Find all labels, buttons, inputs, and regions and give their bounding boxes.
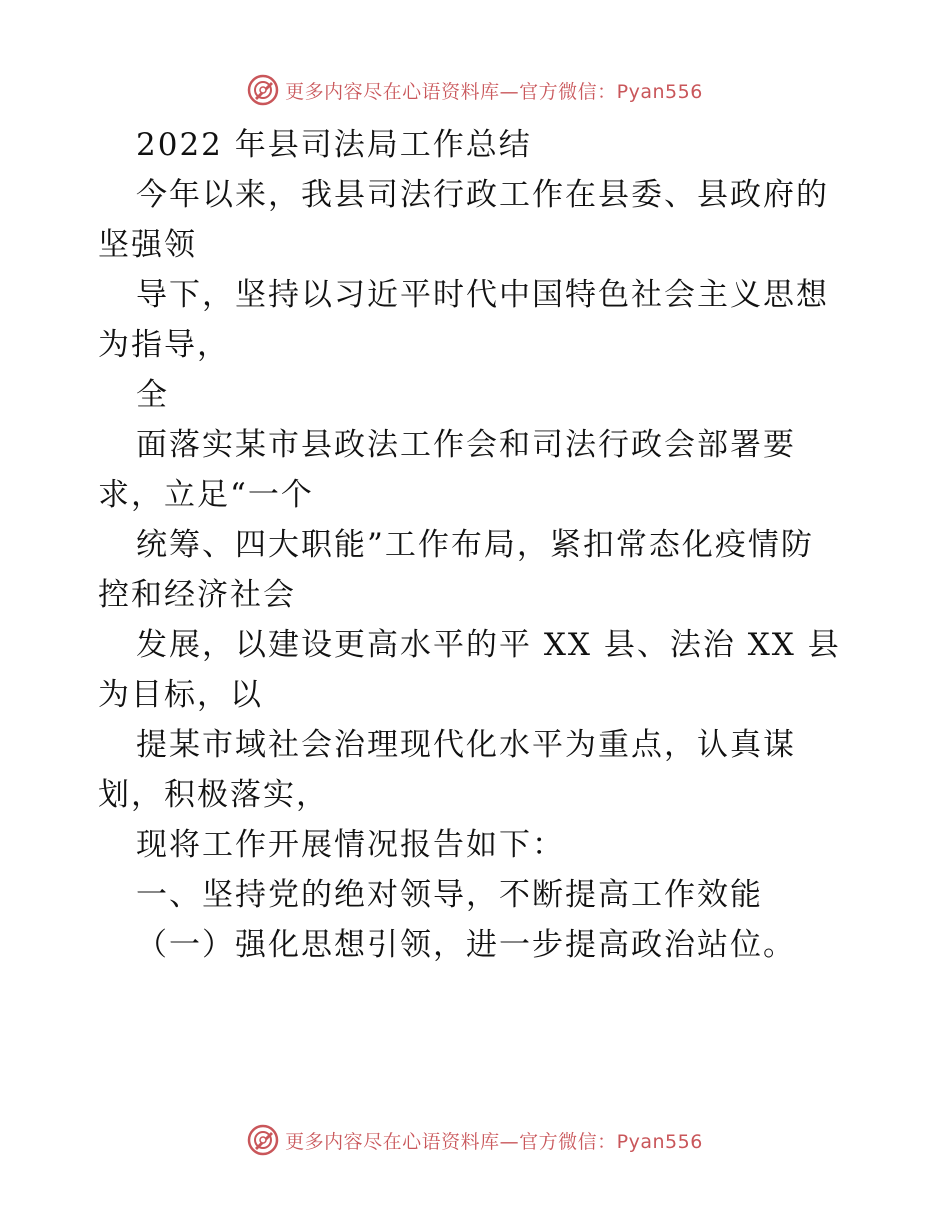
quill-logo-icon: [247, 1124, 279, 1156]
text-line: 导下，坚持以习近平时代中国特色社会主义思想: [136, 277, 829, 313]
text-line: 控和经济社会: [98, 577, 296, 613]
text-line: 2022 年县司法局工作总结: [136, 127, 532, 163]
text-line: 求，立足“一个: [98, 477, 314, 513]
watermark-footer: [0, 1120, 950, 1160]
text-line: （一）强化思想引领，进一步提高政治站位。: [136, 927, 796, 963]
document-body: [98, 120, 858, 970]
watermark-header: [0, 70, 950, 110]
text-line: 统筹、四大职能”工作布局，紧扣常态化疫情防: [136, 527, 814, 563]
quill-logo-icon: [247, 74, 279, 106]
text-line: 发展，以建设更高水平的平 XX 县、法治 XX 县: [136, 627, 841, 663]
text-line: 划，积极落实，: [98, 777, 329, 813]
text-line: 一、坚持党的绝对领导，不断提高工作效能: [136, 877, 763, 913]
text-line: 全: [136, 377, 169, 413]
watermark-text: 更多内容尽在心语资料库—官方微信：Pyan556: [285, 1130, 703, 1153]
text-line: 今年以来，我县司法行政工作在县委、县政府的: [136, 177, 829, 213]
text-line: 为目标，以: [98, 677, 263, 713]
watermark-text: 更多内容尽在心语资料库—官方微信：Pyan556: [285, 80, 703, 103]
text-line: 提某市域社会治理现代化水平为重点，认真谋: [136, 727, 796, 763]
text-line: 为指导，: [98, 327, 230, 363]
text-line: 现将工作开展情况报告如下：: [136, 827, 565, 863]
text-line: 坚强领: [98, 227, 197, 263]
text-line: 面落实某市县政法工作会和司法行政会部署要: [136, 427, 796, 463]
